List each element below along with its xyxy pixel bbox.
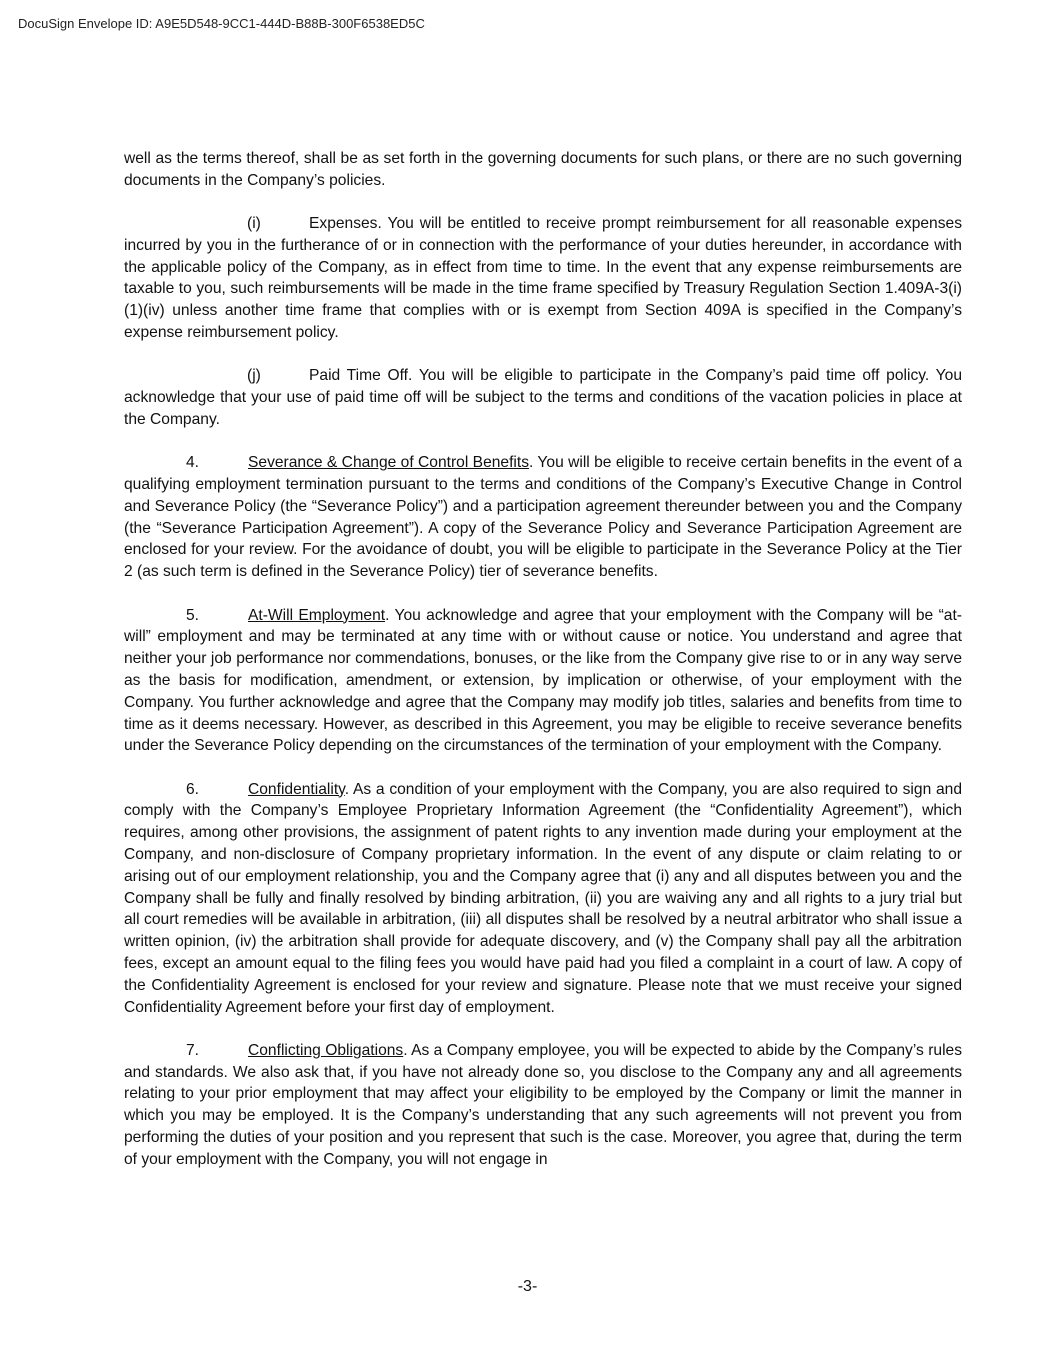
section-heading: Confidentiality (248, 780, 345, 798)
section-number: 7. (186, 1041, 200, 1059)
paragraph-text: . As a condition of your employment with the Company, you are also required to sign and comply with the Company’s Employee Proprietary Information Agreement (the “Confidentiality Agreement”), which requires, among other provisions, the assignment of patent rights to any invention made during your employment at the Company, and non-disclosure of Company proprietary information. In the event of any dispute or claim relating to or arising out of our employment relationship, you and the Company agree that (i) any and all disputes between you and the Company shall be fully and finally resolved by binding arbitration, (ii) you are waiving any and all rights to a jury trial but all court remedies will be available in arbitration, (iii) all disputes shall be resolved by a neutral arbitrator who shall issue a written opinion, (iv) the arbitration shall provide for adequate discovery, and (v) the Company shall pay all the arbitration fees, except an amount equal to the filing fees you would have paid had you filed a complaint in a court of law. A copy of the Confidentiality Agreement is enclosed for your review and signature. Please note that we must receive your signed Confidentiality Agreement before your first day of employment. (124, 780, 962, 1016)
item-label: (j) (247, 367, 261, 385)
section-severance (124, 452, 962, 583)
page-number: -3- (517, 1278, 538, 1295)
item-heading: Expenses. (309, 215, 382, 233)
section-at-will (124, 605, 962, 758)
section-confidentiality (124, 779, 962, 1019)
section-heading: Conflicting Obligations (248, 1041, 404, 1059)
paragraph-text: . As a Company employee, you will be expected to abide by the Company’s rules and standards. We also ask that, if you have not already done so, you disclose to the Company any and all agreements relating to your prior employment that may affect your eligibility to be employed by the Company or limit the manner in which you may be employed. It is the Company’s understanding that any such agreements will not prevent you from performing the duties of your position and you represent that such is the case. Moreover, you agree that, during the term of your employment with the Company, you will not engage in (124, 1041, 962, 1168)
item-label: (i) (247, 215, 261, 233)
paragraph-continuation (124, 148, 962, 192)
envelope-id: DocuSign Envelope ID: A9E5D548-9CC1-444D-B88B-300F6538ED5C (18, 16, 425, 31)
section-number: 5. (186, 606, 200, 624)
section-number: 4. (186, 454, 200, 472)
paragraph-text: You will be eligible to participate in the Company’s paid time off policy. You acknowledge that your use of paid time off will be subject to the terms and conditions of the vacation policies in place at the Company. (124, 367, 962, 428)
paragraph-text: . You acknowledge and agree that your employment with the Company will be “at-will” employment and may be terminated at any time with or without cause or notice. You understand and agree that neither your job performance nor commendations, bonuses, or the like from the Company give rise to or in any way serve as the basis for modification, amendment, or extension, by implication or otherwise, of your employment with the Company. You further acknowledge and agree that the Company may modify job titles, salaries and benefits from time to time as it deems necessary. However, as described in this Agreement, you may be eligible to receive severance benefits under the Severance Policy depending on the circumstances of the termination of your employment with the Company. (124, 606, 962, 755)
section-number: 6. (186, 780, 200, 798)
document-body (124, 148, 962, 1192)
item-heading: Paid Time Off. (309, 367, 413, 385)
section-conflicting-obligations (124, 1040, 962, 1171)
paragraph-expenses (124, 213, 962, 344)
paragraph-text: You will be entitled to receive prompt reimbursement for all reasonable expenses incurred by you in the furtherance of or in connection with the performance of your duties hereunder, in accordance with the applicable policy of the Company, as in effect from time to time. In the event that any expense reimbursements are taxable to you, such reimbursements will be made in the time frame specified by Treasury Regulation Section 1.409A-3(i)(1)(iv) unless another time frame that complies with or is exempt from Section 409A is specified in the Company’s expense reimbursement policy. (124, 215, 962, 342)
section-heading: At-Will Employment (248, 606, 386, 624)
section-heading: Severance & Change of Control Benefits (248, 454, 530, 472)
paragraph-text: . You will be eligible to receive certain benefits in the event of a qualifying employment termination pursuant to the terms and conditions of the Company’s Executive Change in Control and Severance Policy (the “Severance Policy”) and a participation agreement thereunder between you and the Company (the “Severance Participation Agreement”). A copy of the Severance Policy and Severance Participation Agreement are enclosed for your review. For the avoidance of doubt, you will be eligible to participate in the Severance Policy at the Tier 2 (as such term is defined in the Severance Policy) tier of severance benefits. (124, 454, 962, 581)
paragraph-text: well as the terms thereof, shall be as set forth in the governing documents for such plans, or there are no such governing documents in the Company’s policies. (124, 150, 962, 189)
paragraph-paid-time-off (124, 365, 962, 430)
